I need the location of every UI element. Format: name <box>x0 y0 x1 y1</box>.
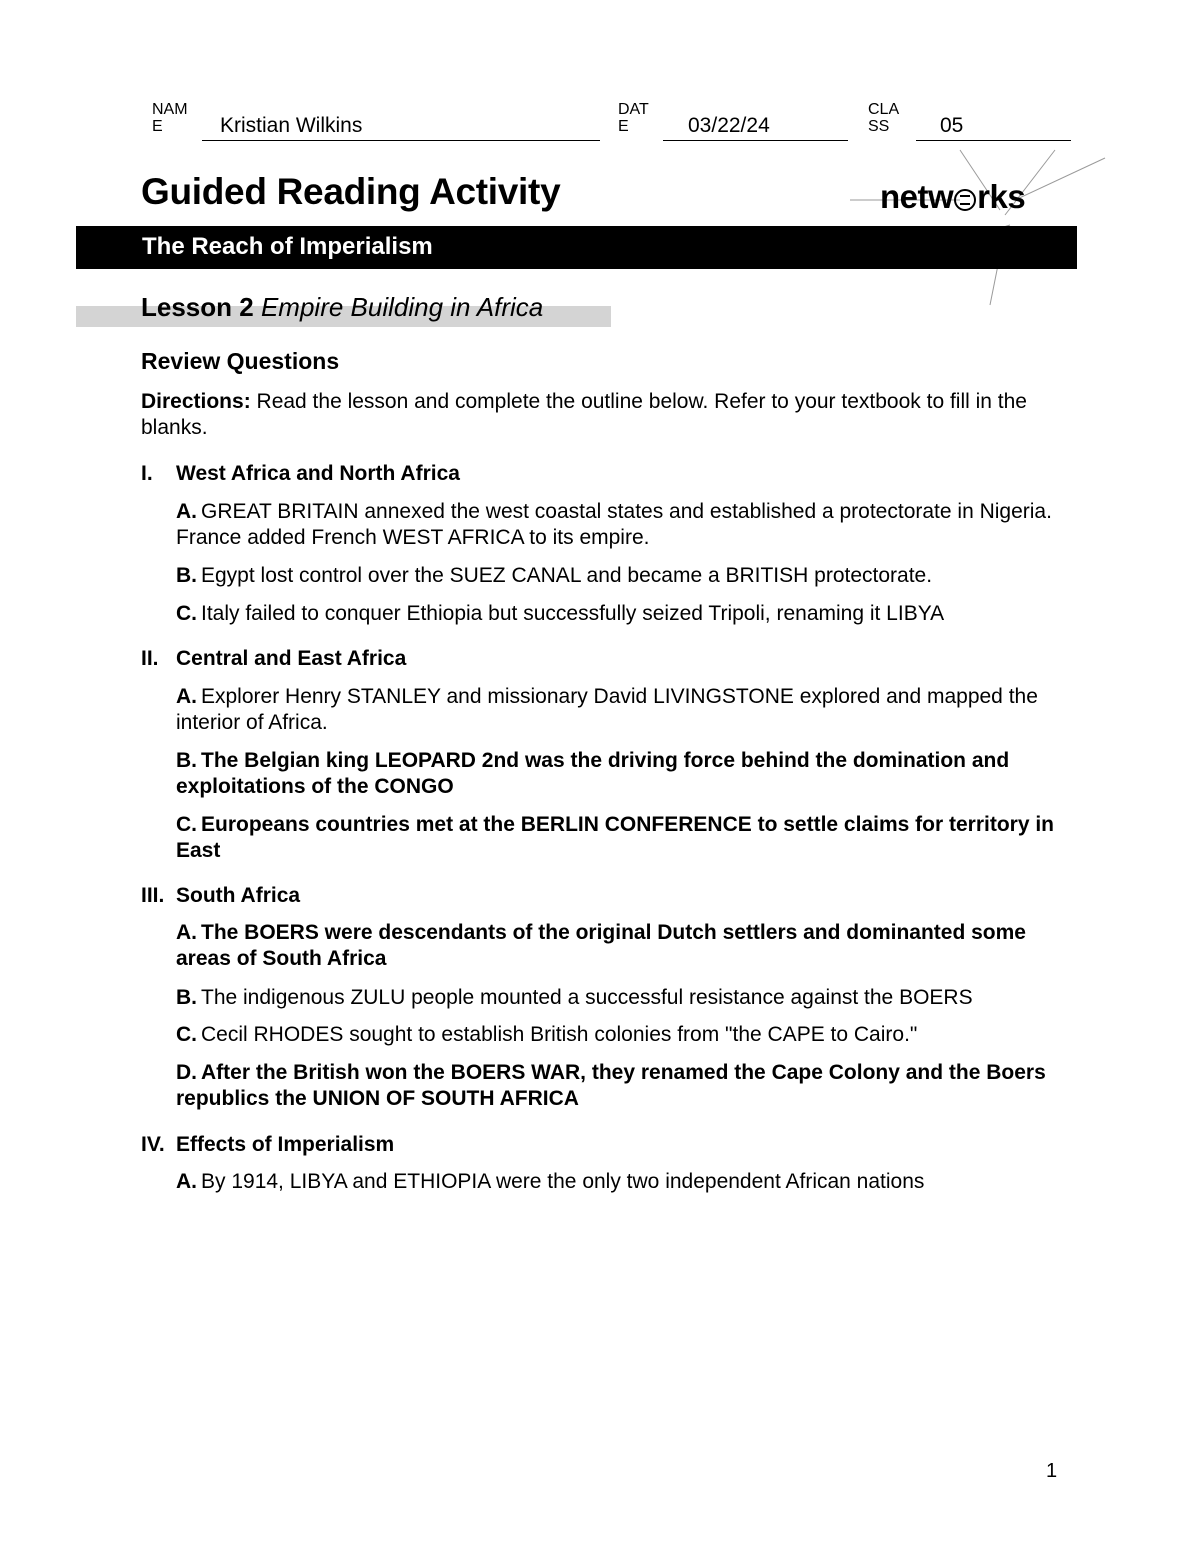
outline-item[interactable]: A. GREAT BRITAIN annexed the west coastal states and established a protectorate in Nigeria. France added French WEST AFRICA to its empire. <box>176 500 1052 549</box>
section-heading: III. South Africa <box>141 884 301 907</box>
date-label: DAT E <box>618 101 649 135</box>
date-underline <box>663 140 848 141</box>
outline-item[interactable]: B. Egypt lost control over the SUEZ CANAL and became a BRITISH protectorate. <box>176 564 933 587</box>
outline-item[interactable]: C. Italy failed to conquer Ethiopia but successfully seized Tripoli, renaming it LIBYA <box>176 602 945 625</box>
section-heading: II. Central and East Africa <box>141 647 407 670</box>
directions <box>141 389 1071 441</box>
directions-label: Directions: <box>141 390 251 413</box>
name-underline <box>202 140 600 141</box>
outline-item[interactable]: A. By 1914, LIBYA and ETHIOPIA were the only two independent African nations <box>176 1170 925 1193</box>
logo-o-icon <box>954 189 976 211</box>
chapter-band <box>76 226 1077 269</box>
review-questions-heading: Review Questions <box>141 348 340 374</box>
class-label: CLA SS <box>868 101 900 135</box>
chapter-title: The Reach of Imperialism <box>142 233 433 260</box>
date-field[interactable]: 03/22/24 <box>688 114 770 137</box>
outline-item[interactable]: A. Explorer Henry STANLEY and missionary David LIVINGSTONE explored and mapped the interior of Africa. <box>176 685 1038 734</box>
section-heading: I. West Africa and North Africa <box>141 462 460 485</box>
directions-text: Read the lesson and complete the outline below. Refer to your textbook to fill in the blanks. <box>141 390 1027 439</box>
decorative-rays-icon <box>840 140 1120 310</box>
section-heading: IV. Effects of Imperialism <box>141 1133 395 1156</box>
outline-item[interactable]: C. Europeans countries met at the BERLIN CONFERENCE to settle claims for territory in East <box>176 813 1054 862</box>
outline-item[interactable]: B. The indigenous ZULU people mounted a successful resistance against the BOERS <box>176 986 973 1009</box>
class-field[interactable]: 05 <box>940 114 964 137</box>
name-field[interactable]: Kristian Wilkins <box>220 114 363 137</box>
outline-item[interactable]: C. Cecil RHODES sought to establish British colonies from "the CAPE to Cairo." <box>176 1023 918 1046</box>
page-title: Guided Reading Activity <box>141 171 561 212</box>
outline-item[interactable]: B. The Belgian king LEOPARD 2nd was the driving force behind the domination and exploitations of the CONGO <box>176 749 1010 798</box>
outline-item[interactable]: A. The BOERS were descendants of the original Dutch settlers and dominanted some areas of South Africa <box>176 921 1026 970</box>
page-number: 1 <box>1046 1460 1058 1482</box>
outline-item[interactable]: D. After the British won the BOERS WAR, they renamed the Cape Colony and the Boers republics the UNION OF SOUTH AFRICA <box>176 1061 1046 1110</box>
networks-logo: netw rks <box>880 178 1026 215</box>
lesson-heading <box>141 292 543 323</box>
lesson-number: Lesson 2 <box>141 292 254 322</box>
lesson-name: Empire Building in Africa <box>260 292 544 322</box>
name-label: NAM E <box>152 101 188 135</box>
